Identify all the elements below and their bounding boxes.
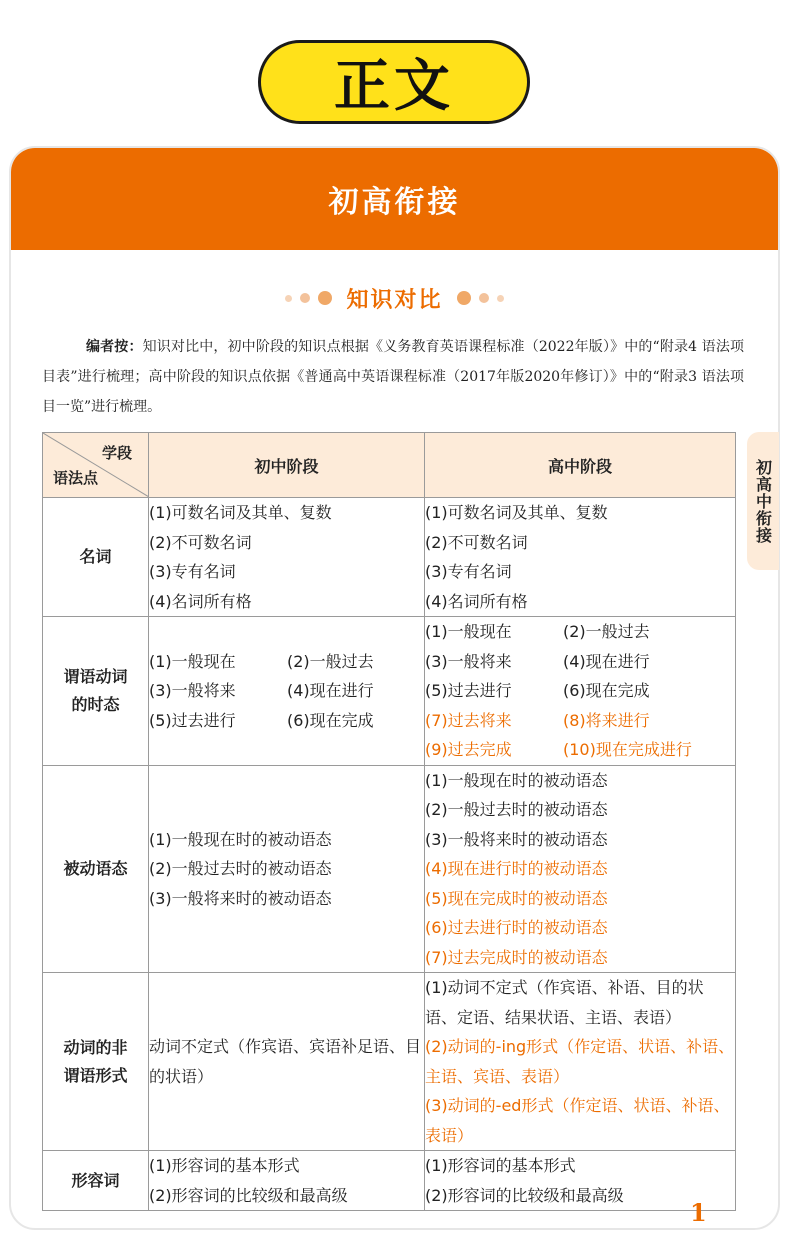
list-item: (2)一般过去时的被动语态: [149, 859, 332, 878]
column-header-senior: 高中阶段: [425, 433, 736, 498]
content-card: [9, 146, 780, 1230]
list-item: (1)一般现在: [425, 622, 512, 641]
list-item: (1)可数名词及其单、复数: [149, 503, 332, 522]
list-item: (3)专有名词: [425, 562, 512, 581]
list-item: (3)一般将来时的被动语态: [149, 888, 332, 908]
list-item: (6)过去进行时的被动语态: [425, 918, 608, 937]
list-item: (3)动词的-ed形式（作定语、状语、补语、表语）: [425, 1096, 730, 1145]
junior-cell: [149, 973, 425, 1151]
list-item: (4)名词所有格: [149, 591, 252, 611]
list-item: (2)不可数名词: [425, 532, 528, 552]
list-item: (4)名词所有格: [425, 591, 528, 611]
list-item: (2)一般过去: [287, 651, 374, 671]
list-item: (2)一般过去: [563, 622, 650, 641]
section-header: [11, 278, 778, 318]
list-item: (6)现在完成: [287, 710, 374, 730]
corner-top-label: 学段: [101, 444, 132, 462]
table-header-row: [43, 433, 736, 498]
senior-cell: [425, 765, 736, 973]
list-item: (4)现在进行: [287, 681, 374, 700]
list-item: (6)现在完成: [563, 681, 650, 700]
list-item: (1)形容词的基本形式: [149, 1156, 300, 1175]
corner-bottom-label: 语法点: [53, 469, 99, 487]
dot-icon: [318, 291, 332, 305]
editor-note: [42, 332, 744, 422]
list-item: (1)可数名词及其单、复数: [425, 503, 608, 522]
list-item: (1)动词不定式（作宾语、补语、目的状语、定语、结果状语、主语、表语）: [425, 978, 704, 1027]
list-item: (3)一般将来: [425, 651, 512, 671]
side-tab-label: 初高中衔接: [753, 458, 773, 544]
row-label: 被动语态: [43, 765, 149, 973]
row-label: [43, 973, 149, 1151]
list-item: (7)过去完成时的被动语态: [425, 947, 608, 967]
senior-cell: [425, 973, 736, 1151]
senior-cell: [425, 1151, 736, 1211]
list-item: (1)形容词的基本形式: [425, 1156, 576, 1175]
list-item: (3)一般将来时的被动语态: [425, 829, 608, 849]
list-item: (10)现在完成进行: [563, 740, 692, 759]
list-item: (5)过去进行: [425, 681, 512, 700]
row-label: 形容词: [43, 1151, 149, 1211]
list-item: (5)过去进行: [149, 710, 236, 730]
list-item: (1)一般现在时的被动语态: [425, 770, 608, 790]
junior-cell: [149, 617, 425, 766]
list-item: (1)一般现在时的被动语态: [149, 829, 332, 849]
dot-icon: [497, 295, 504, 302]
corner-cell: [43, 433, 149, 498]
card-header: [11, 148, 778, 250]
list-item: (2)形容词的比较级和最高级: [149, 1185, 348, 1205]
junior-cell: [149, 1151, 425, 1211]
junior-cell: [149, 498, 425, 617]
list-item: (2)一般过去时的被动语态: [425, 800, 608, 819]
list-item: (2)形容词的比较级和最高级: [425, 1185, 624, 1205]
dot-icon: [457, 291, 471, 305]
table-row: [43, 765, 736, 973]
list-item: (2)动词的-ing形式（作定语、状语、补语、主语、宾语、表语）: [425, 1037, 735, 1086]
list-item: (8)将来进行: [563, 710, 650, 730]
badge: 正文: [258, 40, 530, 124]
card-title: 初高衔接: [328, 185, 461, 220]
table-row: [43, 498, 736, 617]
editor-note-label: 编者按：: [86, 339, 143, 355]
page-number: 1: [690, 1198, 707, 1227]
section-title: 知识对比: [346, 287, 443, 313]
list-item: (2)不可数名词: [149, 532, 252, 552]
row-label: [43, 617, 149, 766]
senior-cell: [425, 498, 736, 617]
row-label-text: 动词的非谓语形式: [63, 1037, 128, 1085]
row-label-text: 谓语动词的时态: [63, 666, 128, 714]
dot-icon: [300, 293, 310, 303]
list-item: (7)过去将来: [425, 710, 512, 730]
senior-cell: [425, 617, 736, 766]
junior-cell: [149, 765, 425, 973]
list-item: (1)一般现在: [149, 651, 236, 671]
table-row: [43, 617, 736, 766]
list-item: (4)现在进行: [563, 651, 650, 671]
table-row: [43, 973, 736, 1151]
dot-icon: [479, 293, 489, 303]
column-header-junior: 初中阶段: [149, 433, 425, 498]
dot-icon: [285, 295, 292, 302]
table-row: [43, 1151, 736, 1211]
row-label: 名词: [43, 498, 149, 617]
list-item: (5)现在完成时的被动语态: [425, 888, 608, 908]
side-tab[interactable]: [747, 432, 779, 570]
list-item: (3)一般将来: [149, 681, 236, 700]
list-item: 动词不定式（作宾语、宾语补足语、目的状语）: [149, 1037, 422, 1086]
editor-note-text: 知识对比中，初中阶段的知识点根据《义务教育英语课程标准（2022年版）》中的“附录4 语法项目表”进行梳理；高中阶段的知识点依据《普通高中英语课程标准（2017年版2020年修订）》中的“附录3 语法项目一览”进行梳理。: [42, 339, 744, 415]
list-item: (9)过去完成: [425, 740, 512, 759]
list-item: (3)专有名词: [149, 562, 236, 581]
list-item: (4)现在进行时的被动语态: [425, 859, 608, 878]
grammar-comparison-table: [42, 432, 736, 1211]
